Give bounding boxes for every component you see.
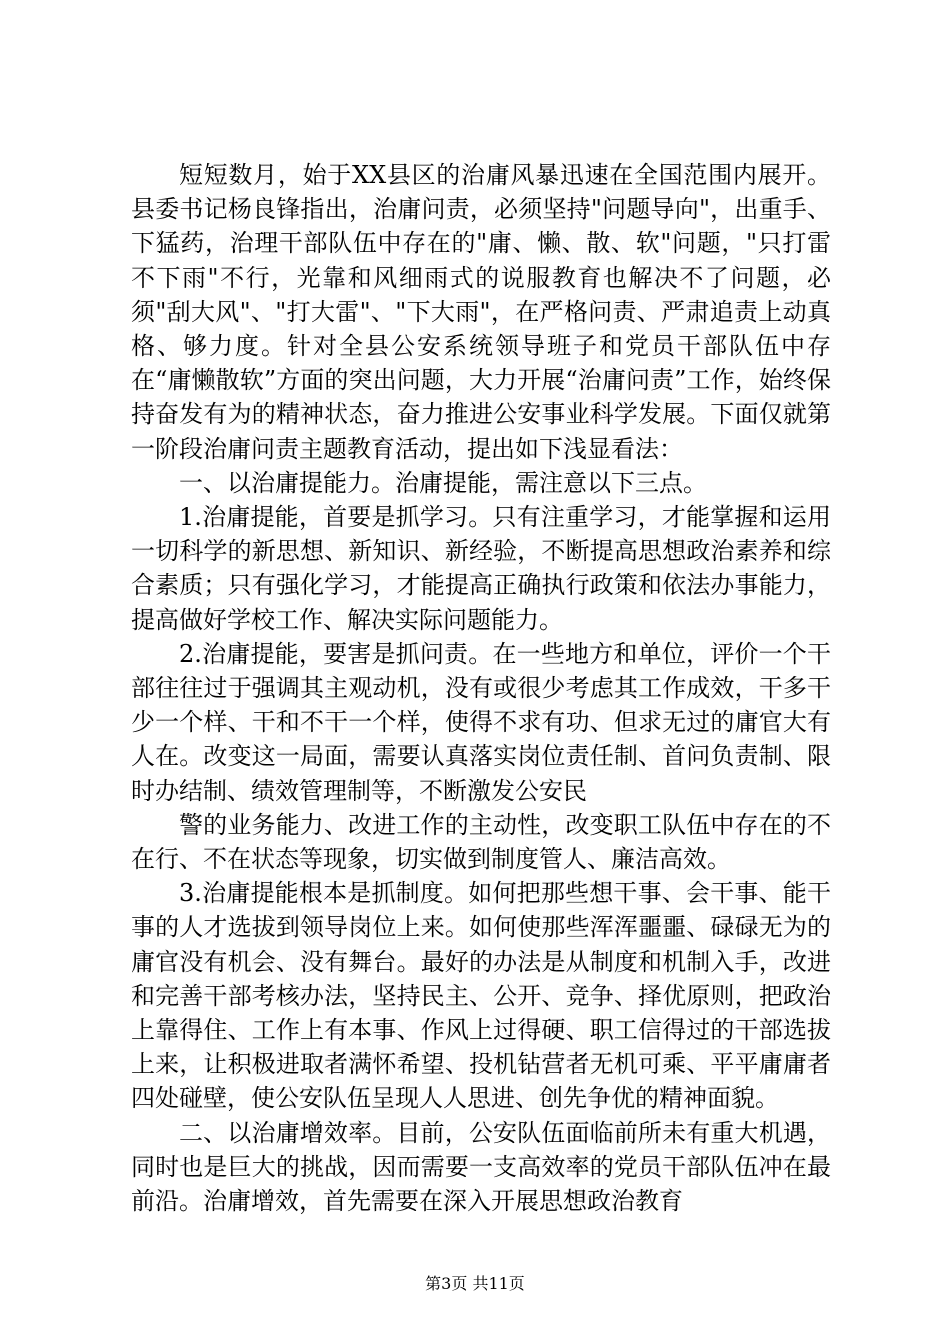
paragraph-intro: 短短数月，始于XX县区的治庸风暴迅速在全国范围内展开。县委书记杨良锋指出，治庸问责，必须坚持"问题导向"，出重手、下猛药，治理干部队伍中存在的"庸、懒、散、软"问题，"只打雷不下雨"不行，光靠和风细雨式的说服教育也解决不了问题，必须"刮大风"、"打大雷"、"下大雨"，在严格问责、严肃追责上动真格、够力度。针对全县公安系统领导班子和党员干部队伍中存在“庸懒散软”方面的突出问题，大力开展“治庸问责”工作，始终保持奋发有为的精神状态，奋力推进公安事业科学发展。下面仅就第一阶段治庸问责主题教育活动，提出如下浅显看法： — [131, 161, 831, 463]
paragraph-point-2-continued: 警的业务能力、改进工作的主动性，改变职工队伍中存在的不在行、不在状态等现象，切实做到制度管人、廉洁高效。 — [131, 810, 831, 874]
paragraph-point-2: 2.治庸提能，要害是抓问责。在一些地方和单位，评价一个干部往往过于强调其主观动机，没有或很少考虑其工作成效，干多干少一个样、干和不干一个样，使得不求有功、但求无过的庸官大有人在。改变这一局面，需要认真落实岗位责任制、首问负责制、限时办结制、绩效管理制等，不断激发公安民 — [131, 639, 831, 805]
paragraph-section-2: 二、以治庸增效率。目前，公安队伍面临前所未有重大机遇，同时也是巨大的挑战，因而需要一支高效率的党员干部队伍冲在最前沿。治庸增效，首先需要在深入开展思想政治教育 — [131, 1118, 831, 1216]
page-number-footer: 第3页 共11页 — [425, 1274, 525, 1293]
paragraph-point-1: 1.治庸提能，首要是抓学习。只有注重学习，才能掌握和运用一切科学的新思想、新知识、新经验，不断提高思想政治素养和综合素质；只有强化学习，才能提高正确执行政策和依法办事能力，提高做好学校工作、解决实际问题能力。 — [131, 503, 831, 634]
document-body — [131, 158, 831, 1218]
paragraph-section-1-heading: 一、以治庸提能力。治庸提能，需注意以下三点。 — [179, 468, 707, 497]
paragraph-point-3: 3.治庸提能根本是抓制度。如何把那些想干事、会干事、能干事的人才选拔到领导岗位上来。如何使那些浑浑噩噩、碌碌无为的庸官没有机会、没有舞台。最好的办法是从制度和机制入手，改进和完善干部考核办法，坚持民主、公开、竞争、择优原则，把政治上靠得住、工作上有本事、作风上过得硬、职工信得过的干部选拔上来，让积极进取者满怀希望、投机钻营者无机可乘、平平庸庸者四处碰壁，使公安队伍呈现人人思进、创先争优的精神面貌。 — [131, 879, 831, 1113]
